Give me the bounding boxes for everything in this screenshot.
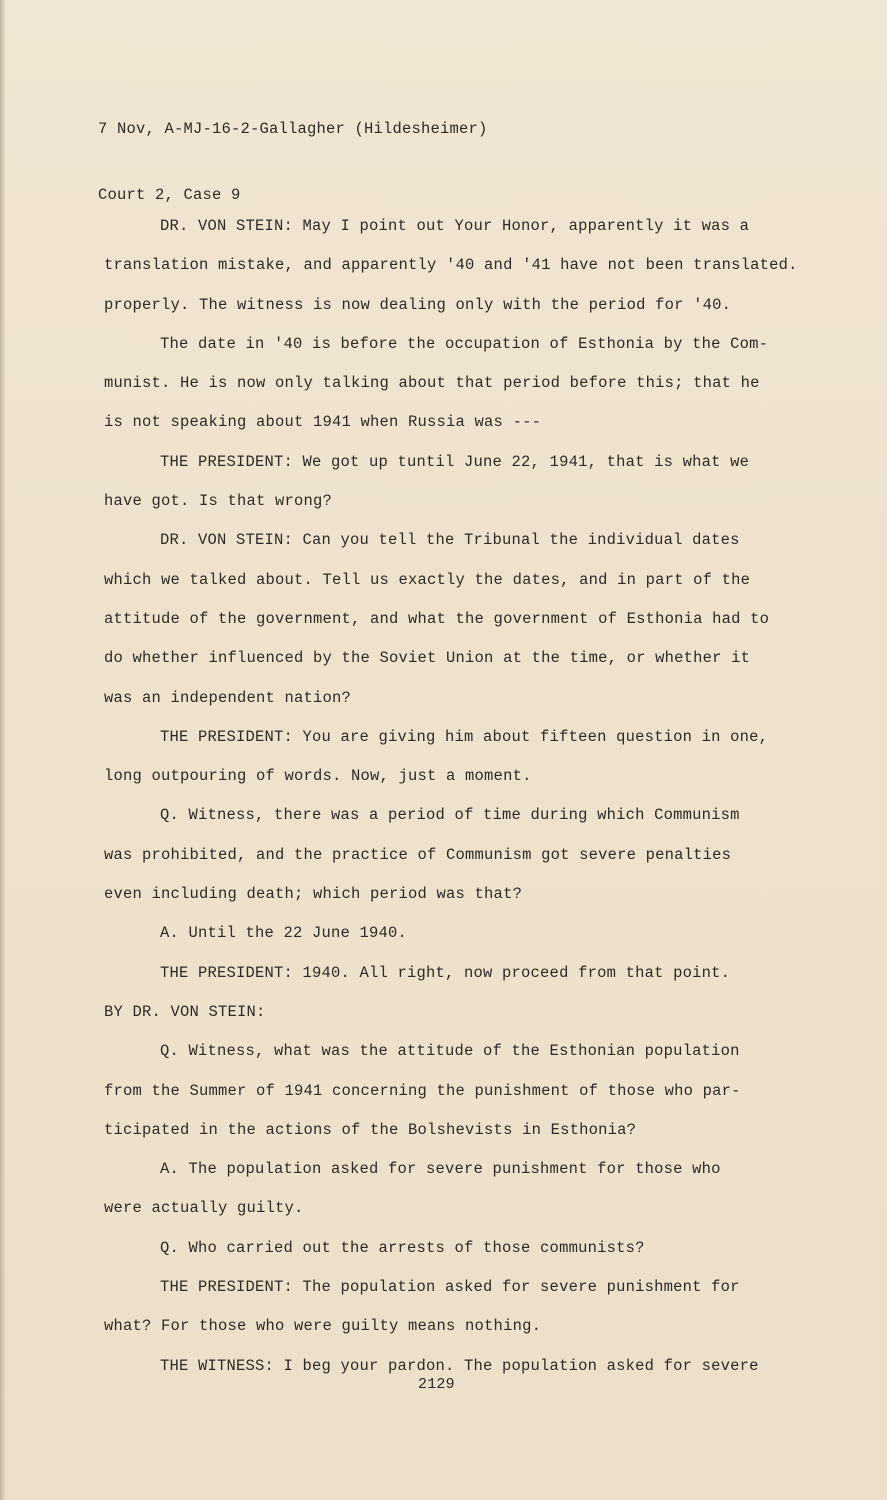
transcript-line: which we talked about. Tell us exactly the dates, and in part of the: [104, 570, 751, 589]
transcript-line: THE PRESIDENT: 1940. All right, now proceed from that point.: [160, 963, 731, 982]
header-line-2: Court 2, Case 9: [98, 186, 241, 204]
transcript-body: [104, 207, 814, 1386]
transcript-line: even including death; which period was that?: [104, 885, 523, 904]
transcript-line: translation mistake, and apparently '40 and '41 have not been translated.: [104, 256, 798, 275]
page-edge: [0, 0, 6, 1500]
transcript-line: ticipated in the actions of the Bolshevists in Esthonia?: [104, 1120, 637, 1139]
transcript-line: Q. Who carried out the arrests of those communists?: [160, 1238, 645, 1257]
transcript-line: BY DR. VON STEIN:: [104, 1002, 266, 1021]
transcript-line: THE WITNESS: I beg your pardon. The population asked for severe: [160, 1356, 759, 1375]
transcript-line: THE PRESIDENT: You are giving him about fifteen question in one,: [160, 727, 769, 746]
transcript-line: were actually guilty.: [104, 1199, 304, 1218]
page-number: 2129: [418, 1376, 455, 1393]
transcript-line: was prohibited, and the practice of Communism got severe penalties: [104, 845, 732, 864]
transcript-line: DR. VON STEIN: Can you tell the Tribunal the individual dates: [160, 531, 740, 550]
transcript-line: from the Summer of 1941 concerning the punishment of those who par-: [104, 1081, 741, 1100]
transcript-line: Q. Witness, there was a period of time during which Communism: [160, 806, 740, 825]
transcript-line: long outpouring of words. Now, just a moment.: [104, 767, 532, 786]
transcript-line: Q. Witness, what was the attitude of the Esthonian population: [160, 1042, 740, 1061]
transcript-line: munist. He is now only talking about that period before this; that he: [104, 374, 760, 393]
transcript-line: THE PRESIDENT: The population asked for severe punishment for: [160, 1278, 740, 1297]
transcript-line: what? For those who were guilty means nothing.: [104, 1317, 542, 1336]
transcript-line: properly. The witness is now dealing only with the period for '40.: [104, 295, 732, 314]
transcript-line: A. Until the 22 June 1940.: [160, 924, 408, 943]
transcript-line: A. The population asked for severe punishment for those who: [160, 1160, 721, 1179]
transcript-line: is not speaking about 1941 when Russia was ---: [104, 413, 542, 432]
transcript-line: THE PRESIDENT: We got up tuntil June 22, 1941, that is what we: [160, 452, 750, 471]
header-line-1: 7 Nov, A-MJ-16-2-Gallagher (Hildesheimer): [98, 120, 488, 138]
transcript-line: was an independent nation?: [104, 688, 352, 707]
transcript-line: have got. Is that wrong?: [104, 492, 333, 511]
transcript-line: attitude of the government, and what the government of Esthonia had to: [104, 609, 770, 628]
transcript-line: The date in '40 is before the occupation of Esthonia by the Com-: [160, 334, 769, 353]
transcript-line: DR. VON STEIN: May I point out Your Honor, apparently it was a: [160, 217, 750, 235]
transcript-line: do whether influenced by the Soviet Union at the time, or whether it: [104, 649, 751, 668]
